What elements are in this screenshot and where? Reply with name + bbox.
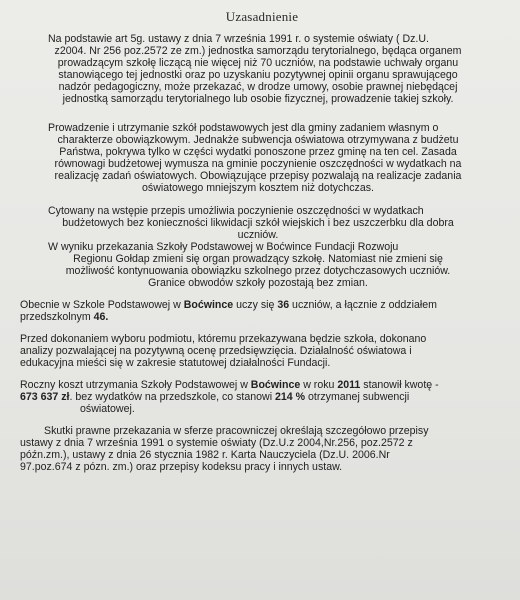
text-span: w roku <box>300 379 338 391</box>
text-span: przedszkolnym <box>20 311 94 323</box>
text-line: uczniów. <box>237 229 279 241</box>
text-line: Skutki prawne przekazania w sferze pracowniczej określają szczegółowo przepisy <box>44 425 429 437</box>
text-line: ustawy z dnia 7 września 1991 o systemie oświaty (Dz.U.z 2004,Nr.256, poz.2572 z <box>20 437 413 449</box>
paragraph-legal-basis <box>12 33 504 105</box>
text-span: Roczny koszt utrzymania Szkoły Podstawowej w <box>20 379 251 391</box>
text-span: uczniów, a łącznie z oddziałem <box>289 299 437 311</box>
text-line: z2004. Nr 256 poz.2572 ze zm.) jednostka samorządu terytorialnego, będąca organem <box>54 45 462 57</box>
text-line: stanowiącego tej jednostki oraz po uzyskaniu pozytywnej opinii organu sprawującego <box>58 69 458 81</box>
text-line: Na podstawie art 5g. ustawy z dnia 7 września 1991 r. o systemie oświaty ( Dz.U. <box>48 33 429 45</box>
paragraph-student-count <box>12 299 504 323</box>
text-line: budżetowych bez konieczności likwidacji szkół wiejskich i bez uszczerbku dla dobra <box>62 217 454 229</box>
text-line <box>20 299 504 311</box>
text-span: stanowił kwotę - <box>360 379 439 391</box>
text-span: uczy się <box>233 299 278 311</box>
text-line: późn.zm.), ustawy z dnia 26 stycznia 1982 r. Karta Nauczyciela (Dz.U. 2006.Nr <box>20 449 390 461</box>
text-line: Prowadzenie i utrzymanie szkół podstawowych jest dla gminy zadaniem własnym o <box>48 122 439 134</box>
text-line: W wyniku przekazania Szkoły Podstawowej w Boćwince Fundacji Rozwoju <box>48 241 399 253</box>
paragraph-annual-cost <box>12 379 504 415</box>
cost-year: 2011 <box>337 379 361 391</box>
text-span: Obecnie w Szkole Podstawowej w <box>20 299 184 311</box>
text-line: oświatowej. <box>80 403 135 415</box>
page-title: Uzasadnienie <box>225 9 299 24</box>
text-line: realizację zadań oświatowych. Obowiązujące przepisy pozwalają na realizacje zadania <box>54 170 462 182</box>
paragraph-school-funding <box>12 122 504 194</box>
text-line: możliwość kontynuowania obowiązku szkolnego przez dotychczasowych uczniów. <box>65 265 451 277</box>
student-count: 36 <box>277 299 290 311</box>
text-line: charakterze obowiązkowym. Jednakże subwencja oświatowa otrzymywana z budżetu <box>57 134 459 146</box>
text-span: otrzymanej subwencji <box>305 391 410 403</box>
text-line: równowagi budżetowej wymusza na gminie poczynienie oszczędności w wydatkach na <box>54 158 462 170</box>
school-location: Boćwince <box>183 299 234 311</box>
school-location: Boćwince <box>250 379 301 391</box>
text-line: jednostką samorządu terytorialnego lub osobie fizycznej, prowadzenie takiej szkoły. <box>62 93 454 105</box>
text-line: edukacyjna mieści się w zakresie statutowej działalności Fundacji. <box>20 357 331 369</box>
text-line: Cytowany na wstępie przepis umożliwia poczynienie oszczędności w wydatkach <box>48 205 424 217</box>
total-count: 46. <box>93 311 109 323</box>
cost-percent: 214 % <box>275 391 306 403</box>
text-span: . bez wydatków na przedszkole, co stanowi <box>69 391 275 403</box>
text-line <box>20 379 504 391</box>
text-line: Państwa, pokrywa tylko w części wydatki ponoszone przez gminę na ten cel. Zasada <box>59 146 457 158</box>
text-line: analizy pozwalającej na pozytywną ocenę przedsięwzięcia. Działalność oświatowa i <box>20 345 412 357</box>
text-line <box>20 311 504 323</box>
text-line <box>20 391 504 403</box>
text-line: nadzór pedagogiczny, może przekazać, w drodze umowy, osobie prawnej niebędącej <box>58 81 458 93</box>
paragraph-analysis <box>12 333 504 369</box>
paragraph-legal-effects <box>12 425 504 473</box>
text-line: 97.poz.674 z pózn. zm.) oraz przepisy kodeksu pracy i innych ustaw. <box>20 461 343 473</box>
text-line: oświatowego mniejszym kosztem niż dotychczas. <box>142 182 374 194</box>
paragraph-savings <box>12 205 504 241</box>
text-line: Granice obwodów szkoły pozostają bez zmian. <box>148 277 368 289</box>
text-line: Przed dokonaniem wyboru podmiotu, któremu przekazywana będzie szkoła, dokonano <box>20 333 427 345</box>
text-line: prowadzącym szkołę liczącą nie więcej niż 70 uczniów, na podstawie uchwały organu <box>57 57 459 69</box>
text-line: Regionu Gołdap zmieni się organ prowadzący szkołę. Natomiast nie zmieni się <box>73 253 443 265</box>
cost-amount: 673 637 zł <box>20 391 70 403</box>
paragraph-transfer-result <box>12 241 504 289</box>
